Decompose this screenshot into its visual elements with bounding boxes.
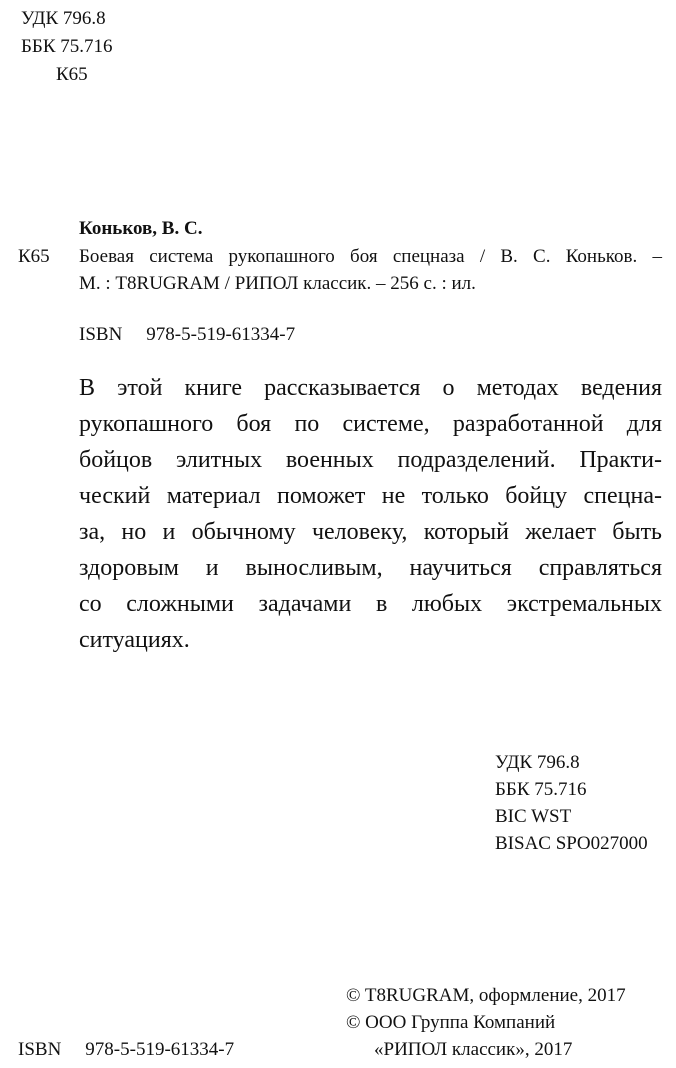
- annotation-line: здоровым и выносливым, научиться справляться: [79, 555, 662, 581]
- isbn-label: ISBN: [18, 1039, 62, 1060]
- isbn-number: 978-5-519-61334-7: [85, 1039, 235, 1060]
- copyright-line-3: «РИПОЛ классик», 2017: [374, 1039, 573, 1060]
- bbk-code-top: ББК 75.716: [21, 36, 113, 57]
- copyright-line-2: © ООО Группа Компаний: [346, 1012, 556, 1033]
- isbn-number: 978-5-519-61334-7: [146, 324, 296, 345]
- annotation-line: со сложными задачами в любых экстремальных: [79, 591, 662, 617]
- bbk-code: ББК 75.716: [495, 779, 587, 800]
- bibliographic-description-line-1: Боевая система рукопашного боя спецназа / В. С. Коньков. –: [79, 246, 662, 267]
- author-sign: К65: [18, 246, 50, 267]
- annotation-line: бойцов элитных военных подразделений. Практи-: [79, 447, 662, 473]
- bic-code: BIC WST: [495, 806, 572, 827]
- author-heading: Коньков, В. С.: [79, 218, 203, 239]
- copyright-line-1: © T8RUGRAM, оформление, 2017: [346, 985, 626, 1006]
- udk-code: УДК 796.8: [495, 752, 580, 773]
- isbn-label: ISBN: [79, 324, 123, 345]
- annotation-line: ческий материал поможет не только бойцу спецна-: [79, 483, 662, 509]
- author-sign-top: К65: [56, 64, 88, 85]
- annotation-line: ситуациях.: [79, 627, 190, 653]
- isbn-record-bottom: [18, 1039, 234, 1061]
- bibliographic-description-line-2: М. : T8RUGRAM / РИПОЛ классик. – 256 с. : ил.: [79, 273, 476, 294]
- annotation-line: рукопашного боя по системе, разработанной для: [79, 411, 662, 437]
- bisac-code: BISAC SPO027000: [495, 833, 648, 854]
- udk-code-top: УДК 796.8: [21, 8, 106, 29]
- classification-block: [495, 749, 648, 857]
- isbn-record: [79, 324, 295, 346]
- annotation-line: за, но и обычному человеку, который желает быть: [79, 519, 662, 545]
- annotation-line: В этой книге рассказывается о методах ведения: [79, 375, 662, 401]
